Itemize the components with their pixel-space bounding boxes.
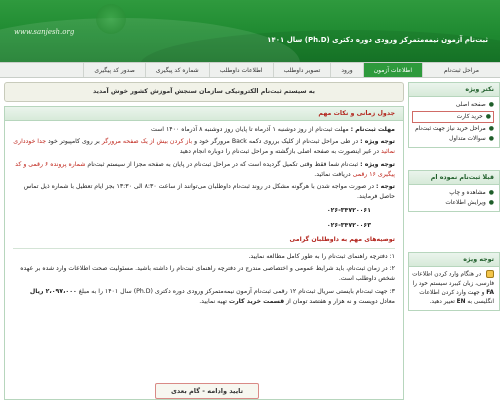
completion-red: شماره پرونده ۶ رقمی و کد پیگیری ۱۶ رقمی	[15, 160, 395, 178]
sidebar-item-faq[interactable]	[412, 134, 494, 144]
nav-bar	[0, 62, 500, 78]
bullet-icon: ●	[488, 125, 494, 132]
attention-text-c: تغییر دهید.	[429, 298, 455, 305]
site-url: www.sanjesh.org	[14, 28, 75, 36]
bullet-icon: ●	[488, 101, 494, 108]
sidebar-box-attention-title: توجه ویژه	[409, 253, 499, 267]
sidebar-box-registered	[408, 170, 500, 212]
sidebar-item-label: مراحل خرید نیاز جهت ثبت‌نام	[415, 126, 486, 132]
emblem-icon	[96, 4, 126, 34]
attention-text-a: در هنگام وارد کردن اطلاعات فارسی، زبان کیبرد سیستم خود را	[412, 271, 494, 287]
completion-label: توجه ویژه :	[360, 160, 395, 168]
site-banner	[0, 0, 500, 62]
warning-paragraph	[13, 137, 395, 157]
recommendation-2: ۲: در زمان ثبت‌نام، باید شرایط عمومی و اختصاصی مندرج در دفترچه راهنمای ثبت‌نام را داشته باشید. مسئولیت صحت اطلاعات وارد شده بر عهده شخص داوطلب است.	[20, 265, 395, 283]
main-content	[4, 82, 404, 400]
support-paragraph	[13, 182, 395, 202]
sidebar-box-attention-body	[409, 267, 499, 310]
tab-exam-info[interactable]: اطلاعات آزمون	[363, 63, 422, 77]
recommendation-3-text-b: معادل دویست و نه هزار و هفتصد تومان از	[286, 297, 395, 305]
bullet-icon: ●	[488, 199, 494, 206]
deadline-paragraph	[13, 125, 395, 135]
warning-text-b: بر روی کامپیوتر خود	[48, 138, 100, 146]
warning-text-a: در طی مراحل ثبت‌نام از کلیک برروی دکمه Back مرورگر خود و	[194, 138, 359, 146]
bullet-icon: ●	[485, 113, 491, 120]
tab-issue-tracking-code[interactable]: صدور کد پیگیری	[83, 63, 144, 77]
sidebar-box-registered-title: قبلا ثبت‌نام نموده ام	[409, 171, 499, 185]
sidebar-item-label: سوالات متداول	[449, 136, 486, 142]
tab-registration-steps[interactable]: مراحل ثبت‌نام	[422, 63, 500, 77]
support-label: توجه :	[375, 183, 395, 191]
tab-login[interactable]: ورود	[330, 63, 362, 77]
sidebar-item-buy-card[interactable]	[412, 111, 494, 123]
bullet-icon: ●	[488, 189, 494, 196]
buy-card-link-text: قسمت خرید کارت	[228, 297, 285, 305]
warning-red-b: جدا خودداری نمائید	[13, 138, 395, 156]
welcome-notice: به سیستم ثبت‌نام الکترونیکی سازمان سنجش آموزش کشور خوش آمدید	[4, 82, 404, 102]
fee-amount: ۲،۰۹۷،۰۰۰ ریال	[29, 287, 77, 295]
recommendation-1: ۱: دفترچه راهنمای ثبت‌نام را به طور کامل مطالعه نمایید.	[248, 253, 395, 261]
keyboard-language-icon	[486, 270, 494, 278]
sidebar-item-label: مشاهده و چاپ	[449, 190, 486, 196]
sidebar-box-special-body	[409, 97, 499, 147]
deadline-label: مهلت ثبت‌نام :	[350, 126, 395, 133]
tab-tracking-number[interactable]: شماره کد پیگیری	[145, 63, 209, 77]
lang-en: EN	[456, 298, 466, 305]
sidebar-box-special-title: نکتر ویژه	[409, 83, 499, 97]
phone-number-2: ۰۲۶-۳۴۷۲۰۰۶۳	[326, 221, 371, 229]
warning-red-a: باز کردن بیش از یک صفحه مرورگر	[101, 138, 193, 146]
sidebar-item-purchase-steps[interactable]	[412, 124, 494, 134]
sidebar-item-edit-info[interactable]	[412, 198, 494, 208]
panel-heading: جدول زمانی و نکات مهم	[5, 107, 403, 121]
tab-applicant-photo[interactable]: تصویر داوطلب	[273, 63, 331, 77]
lang-fa: FA	[486, 289, 494, 296]
warning-label: توجه ویژه :	[360, 138, 395, 146]
sidebar-item-label: ویرایش اطلاعات	[445, 200, 486, 206]
deadline-text: مهلت ثبت‌نام از روز دوشنبه ۱ آذرماه تا پایان روز دوشنبه ۸ آذرماه ۱۴۰۰ است	[151, 126, 349, 133]
sidebar-box-special	[408, 82, 500, 148]
sidebar-box-attention	[408, 252, 500, 311]
completion-text-b: دریافت نمائید.	[314, 170, 351, 178]
sidebar-item-label: صفحه اصلی	[455, 102, 486, 108]
info-panel	[4, 106, 404, 400]
sidebar-item-label: خرید کارت	[456, 114, 483, 120]
confirm-next-button[interactable]: تایید وادامه - گام بعدی	[155, 383, 259, 399]
recommendations-title: توصیه‌های مهم به داوطلبان گرامی	[13, 235, 395, 249]
panel-body	[5, 121, 403, 307]
support-text: در صورت مواجه شدن با هرگونه مشکل در روند ثبت‌نام داوطلبان می‌توانند از ساعت ۸:۳۰ الی ۱۳:۳۰ بجز ایام تعطیل با شماره ذیل تماس حاصل فرمایند.	[23, 183, 395, 201]
phone-number-1: ۰۲۶-۳۴۷۲۰۰۶۱	[326, 207, 371, 215]
recommendation-3-text-c: تهیه نمایید.	[199, 297, 227, 305]
warning-text-c: در غیر اینصورت به صفحه اصلی بازگشته و مراحل ثبت‌نام را دوباره انجام دهید	[179, 148, 379, 156]
recommendation-3-text-a: ۳: جهت ثبت‌نام بایستی سریال ثبت‌نام ۱۲ رقمی ثبت‌نام آزمون نیمه‌متمرکز ورودی دوره دکتری (Ph.D) سال ۱۴۰۱ را به مبلغ	[78, 287, 395, 295]
sidebar-item-home[interactable]	[412, 100, 494, 110]
sidebar-item-view-print[interactable]	[412, 188, 494, 198]
sidebar-box-registered-body	[409, 185, 499, 211]
recommendation-3	[13, 287, 395, 307]
banner-title: ثبت‌نام آزمون نیمه‌متمرکز ورودی دوره دکتری (Ph.D) سال ۱۴۰۱	[267, 36, 488, 44]
sidebar	[408, 82, 500, 400]
bullet-icon: ●	[488, 135, 494, 142]
tab-applicant-info[interactable]: اطلاعات داوطلب	[209, 63, 273, 77]
completion-paragraph	[13, 160, 395, 180]
attention-text-b: و جهت وارد کردن اطلاعات انگلیسی به	[419, 289, 494, 305]
completion-text-a: ثبت‌نام شما فقط وقتی تکمیل گردیده است که در مراحل ثبت‌نام در پایان به صفحه مجزا از سیستم ثبت‌نام	[87, 160, 359, 168]
